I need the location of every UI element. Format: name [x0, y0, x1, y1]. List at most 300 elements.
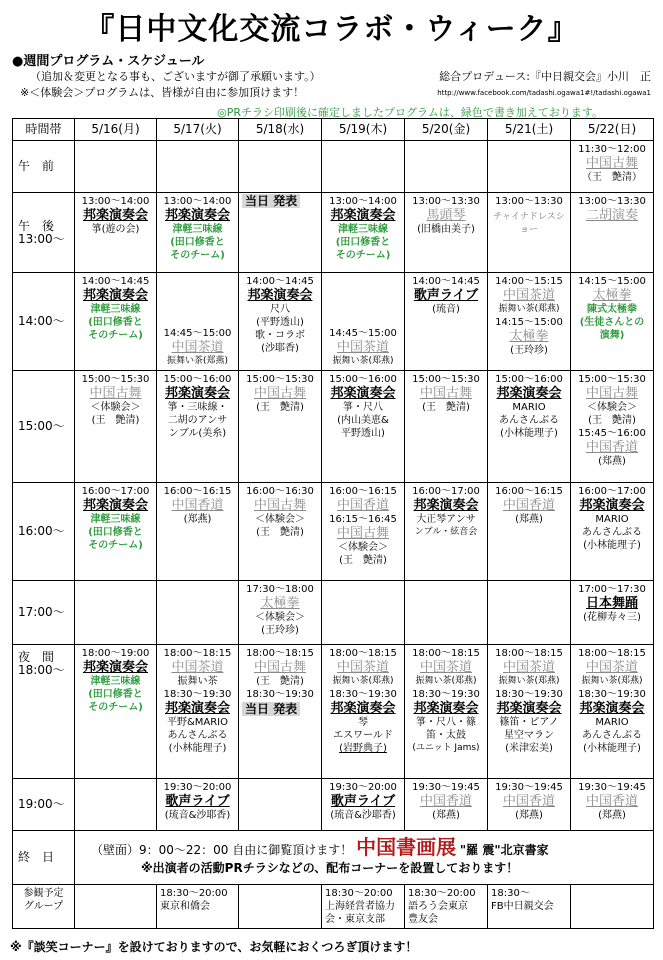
event-name: 太極拳: [592, 288, 632, 303]
time-label: 午 前: [13, 141, 75, 193]
cell: [405, 885, 488, 929]
performer: ＜体験会＞: [338, 542, 388, 553]
row-15: [13, 371, 654, 483]
cell: [322, 645, 405, 779]
allday-text: （壁面）9：00～22：00 自由に御覧頂けます！: [91, 843, 353, 857]
event-time: 14:15～15:00: [495, 317, 563, 328]
cell: [322, 193, 405, 273]
event-time: 16:00～16:15: [495, 486, 563, 497]
event-time: 19:30～19:45: [578, 782, 646, 793]
time-label: 16:00～: [13, 483, 75, 581]
cell: [239, 273, 322, 371]
event-time: 18:00～18:15: [329, 648, 397, 659]
performer: (田口修香と: [88, 317, 143, 328]
performer: (小林能理子): [583, 540, 641, 551]
cell: [157, 885, 239, 929]
cell: [488, 193, 571, 273]
cell: [239, 581, 322, 645]
event-name: 中国古舞: [89, 386, 142, 401]
performer: MARIO: [595, 717, 629, 728]
cell: [488, 483, 571, 581]
header-cell: 5/17(火): [157, 119, 239, 141]
performer: そのチーム): [170, 250, 225, 261]
time-label-sub: 13:00～: [18, 231, 65, 246]
performer: 振舞い茶(郑燕): [581, 676, 643, 686]
performer: 振舞い茶(郑燕): [332, 356, 394, 366]
cell: [571, 779, 654, 831]
cell: [75, 779, 157, 831]
event-name: 中国茶道: [502, 288, 555, 303]
event-name: 中国茶道: [502, 660, 555, 675]
cell: [488, 141, 571, 193]
cell: [239, 193, 322, 273]
performer: (王玲珍): [261, 625, 299, 636]
performer: 津軽三味線: [90, 304, 141, 315]
event-time: 15:00～15:30: [81, 374, 150, 385]
cell: [239, 779, 322, 831]
event-name: 邦楽演奏会: [164, 701, 230, 716]
event-name: 中国茶道: [336, 340, 389, 355]
cell: [571, 645, 654, 779]
time-label-main: 午 後: [18, 218, 55, 233]
performer: (王 艶清): [256, 527, 304, 538]
event-name: 邦楽演奏会: [496, 386, 562, 401]
performer: (王 艶清): [422, 402, 470, 413]
performer: MARIO: [512, 402, 546, 413]
performer: ンブル・絃音会: [414, 527, 478, 537]
cell: [322, 885, 405, 929]
cell: [488, 779, 571, 831]
event-name: 邦楽演奏会: [247, 288, 313, 303]
group-name: 豊友会: [408, 914, 438, 925]
cell: [571, 483, 654, 581]
cell: [405, 645, 488, 779]
performer: (内山美恵&: [337, 415, 389, 426]
header-cell: 5/20(金): [405, 119, 488, 141]
event-time: 14:00～14:45: [412, 276, 480, 287]
performer: あんさんぶる: [499, 415, 559, 426]
cell: [405, 483, 488, 581]
performer: 星空マラン: [504, 730, 554, 741]
performer: 振舞い茶(郑燕): [415, 676, 477, 686]
time-label-main: 参観予定: [23, 888, 64, 899]
event-time: 15:00～15:30: [412, 374, 480, 385]
cell: [157, 371, 239, 483]
performer: (郑燕): [598, 810, 626, 821]
performer: (旧橋由美子): [417, 224, 475, 235]
header-cell: 5/16(月): [75, 119, 157, 141]
event-time: 13:00～13:30: [578, 196, 646, 207]
allday-note: ※出演者の活動PRチラシなどの、配布コーナーを設置しております！: [141, 861, 519, 875]
event-name: 中国茶道: [336, 660, 389, 675]
performer: (郑燕): [598, 456, 626, 467]
performer: 篠笛・ピアノ: [499, 717, 559, 728]
group-name: 東京和僑会: [160, 901, 210, 912]
row-gozen: [13, 141, 654, 193]
note-line-2: ※＜体験会＞プログラムは、皆様が自由に参加頂けます！: [20, 86, 305, 99]
performer: (米津宏美): [505, 743, 553, 754]
performer: 津軽三味線: [338, 224, 388, 235]
event-name: 中国古舞: [253, 386, 306, 401]
allday-cell: [75, 831, 654, 885]
cell: [571, 371, 654, 483]
event-name: 日本舞踊: [585, 596, 638, 611]
event-time: 16:00～16:15: [329, 486, 397, 497]
event-time: 14:15～15:00: [578, 276, 646, 287]
note-line-1: （追加＆変更となる事も、ございますが御了承願います。）: [30, 70, 321, 83]
cell: [157, 193, 239, 273]
event-time: 18:00～18:15: [412, 648, 480, 659]
event-time: 11:30～12:00: [578, 144, 646, 155]
event-time: 16:00～17:00: [578, 486, 646, 497]
performer: あんさんぶる: [582, 730, 642, 741]
cell: [75, 141, 157, 193]
event-name: 中国古舞: [253, 660, 306, 675]
event-time: 15:00～15:30: [578, 374, 646, 385]
performer: 大正琴アンサ: [416, 514, 476, 525]
cell: [157, 141, 239, 193]
event-name: 中国古舞: [419, 386, 472, 401]
producer-note: 総合プロデュース:『中日親交会』小川 正: [439, 70, 651, 83]
cell: [322, 483, 405, 581]
cell: [322, 273, 405, 371]
performer: (王玲珍): [510, 345, 548, 356]
group-name: 会・東京支部: [325, 914, 385, 925]
cell: [322, 141, 405, 193]
performer: そのチーム): [335, 250, 391, 261]
event-name: 中国香道: [419, 794, 472, 809]
event-time: 18:00～18:15: [246, 648, 314, 659]
cell: [157, 483, 239, 581]
cell: [405, 273, 488, 371]
row-17: [13, 581, 654, 645]
event-name: 邦楽演奏会: [164, 386, 230, 401]
cell: [488, 273, 571, 371]
performer: ＜体験会＞: [587, 402, 637, 413]
performer: ＜体験会＞: [255, 514, 305, 525]
time-label: 14:00～: [13, 273, 75, 371]
performer: 箏・尺八: [343, 402, 383, 413]
event-time: 18:00～18:15: [163, 648, 232, 659]
row-yakan: [13, 645, 654, 779]
event-time: 13:00～13:30: [412, 196, 480, 207]
event-time: 16:00～17:00: [81, 486, 150, 497]
exhibit-org: "羅 震"北京書家: [459, 843, 549, 857]
event-name: 邦楽演奏会: [82, 288, 148, 303]
time-label: 19:00～: [13, 779, 75, 831]
event-name: 中国古舞: [585, 156, 638, 171]
performer: (王 艶清): [588, 415, 636, 426]
cell: [405, 193, 488, 273]
performer: そのチーム): [88, 330, 143, 341]
event-name: 馬頭琴: [426, 208, 466, 223]
cell: [571, 885, 654, 929]
event-time: 13:00～14:00: [81, 196, 150, 207]
performer: (郑燕): [432, 810, 460, 821]
performer: ＜体験会＞: [90, 402, 141, 413]
performer: 琴: [358, 717, 368, 728]
performer: (郑燕): [515, 810, 543, 821]
performer: (郑燕): [515, 514, 543, 525]
facebook-url[interactable]: http://www.facebook.com/tadashi.ogawa1#!/tadashi.ogawa1: [437, 89, 651, 97]
cell: [239, 885, 322, 929]
event-time: 18:30～19:30: [329, 689, 397, 700]
performer: 津軽三味線: [172, 224, 223, 235]
cell: [571, 193, 654, 273]
event-time: 18:30～19:30: [495, 689, 563, 700]
header-row: [13, 119, 654, 141]
cell: [322, 779, 405, 831]
event-time: 17:00～17:30: [578, 584, 646, 595]
event-time: 13:00～14:00: [163, 196, 232, 207]
cell: [405, 371, 488, 483]
event-name: 邦楽演奏会: [413, 701, 479, 716]
performer: 箏・三味線・: [167, 402, 228, 413]
cell: [488, 371, 571, 483]
performer: (田口修香と: [88, 527, 143, 538]
green-note: ◎PRチラシ印刷後に確定しましたプログラムは、緑色で書き加えております。: [217, 106, 603, 119]
event-name: 中国古舞: [336, 526, 389, 541]
performer: 二胡のアンサ: [167, 415, 228, 426]
group-time: 18:30～20:00: [160, 888, 228, 899]
performer: 箏・尺八・篠: [416, 717, 476, 728]
cell: [571, 273, 654, 371]
performer: (琉音&沙耶香): [164, 810, 231, 821]
cell: [322, 371, 405, 483]
cell: [405, 581, 488, 645]
time-label-main: 夜 間: [18, 650, 55, 664]
time-label: [13, 885, 75, 929]
cell: [405, 779, 488, 831]
event-name: チャイナドレスショー: [493, 212, 565, 235]
event-name: 二胡演奏: [585, 208, 638, 223]
event-name: 中国香道: [502, 498, 555, 513]
event-name: 中国香道: [171, 498, 224, 513]
event-name: 邦楽演奏会: [579, 498, 645, 513]
performer: (沙耶香): [261, 343, 299, 354]
performer: （王 艶清）: [582, 172, 642, 183]
performer: エスワールド: [333, 730, 393, 741]
performer: 振舞い茶(郑燕): [498, 676, 560, 686]
event-time: 15:00～16:00: [329, 374, 397, 385]
row-19: [13, 779, 654, 831]
performer: MARIO: [595, 514, 629, 525]
event-time: 14:45～15:00: [163, 328, 232, 339]
announce-badge: 当日 発表: [242, 194, 300, 208]
cell: [75, 273, 157, 371]
cell: [239, 483, 322, 581]
row-gogo: [13, 193, 654, 273]
performer: (小林能理子): [500, 428, 558, 439]
row-14: [13, 273, 654, 371]
cell: [322, 581, 405, 645]
performer: ＜体験会＞: [255, 612, 305, 623]
event-name: 中国茶道: [171, 340, 224, 355]
performer: 振舞い茶(郑燕): [166, 356, 229, 366]
event-name: 歌声ライブ: [165, 794, 230, 809]
cell: [239, 645, 322, 779]
event-time: 14:00～14:45: [246, 276, 314, 287]
performer: あんさんぶる: [167, 730, 228, 741]
row-shujitsu: [13, 831, 654, 885]
event-time: 19:30～19:45: [412, 782, 480, 793]
event-time: 15:00～15:30: [246, 374, 314, 385]
event-time: 18:00～18:15: [578, 648, 646, 659]
event-name: 邦楽演奏会: [330, 208, 396, 223]
event-time: 18:30～19:30: [412, 689, 480, 700]
cell: [488, 645, 571, 779]
performer: そのチーム): [88, 540, 143, 551]
cell: [75, 371, 157, 483]
performer: (平野透山): [256, 317, 304, 328]
performer: (ユニット Jams): [412, 743, 480, 753]
group-name: 上海経営者協力: [325, 901, 395, 912]
cell: [75, 885, 157, 929]
performer: 箏(遊の会): [91, 224, 140, 235]
performer: (花柳寿々三): [583, 612, 641, 623]
event-name: 歌声ライブ: [330, 794, 396, 809]
event-time: 19:30～19:45: [495, 782, 563, 793]
page-title: 『日中文化交流コラボ・ウィーク』: [84, 12, 579, 47]
event-name: 邦楽演奏会: [82, 660, 148, 675]
header-cell: 時間帯: [13, 119, 75, 141]
announce-badge: 当日 発表: [242, 702, 300, 716]
header-cell: 5/19(木): [322, 119, 405, 141]
event-name: 中国茶道: [585, 660, 638, 675]
row-16: [13, 483, 654, 581]
time-label-sub: グループ: [23, 901, 64, 912]
cell: [488, 885, 571, 929]
cell: [75, 581, 157, 645]
performer: (郑燕): [183, 514, 212, 525]
header-cell: 5/21(土): [488, 119, 571, 141]
event-time: 14:00～15:15: [495, 276, 563, 287]
performer: (王 艶清): [256, 402, 304, 413]
cell: [571, 581, 654, 645]
event-time: 17:30～18:00: [246, 584, 314, 595]
event-name: 中国香道: [502, 794, 555, 809]
event-time: 13:00～13:30: [495, 196, 563, 207]
performer: そのチーム): [88, 702, 143, 713]
time-label: 17:00～: [13, 581, 75, 645]
performer: (王 艶清): [256, 676, 304, 687]
group-name: 語ろう会東京: [408, 901, 468, 912]
time-label: [13, 193, 75, 273]
event-time: 19:30～20:00: [329, 782, 397, 793]
event-time: 15:00～16:00: [163, 374, 232, 385]
event-time: 15:45～16:00: [578, 428, 646, 439]
event-name: 太極拳: [260, 596, 300, 611]
event-time: 18:30～19:30: [163, 689, 232, 700]
performer: あんさんぶる: [582, 527, 642, 538]
event-name: 邦楽演奏会: [82, 208, 148, 223]
event-name: 歌声ライブ: [413, 288, 479, 303]
row-group: [13, 885, 654, 929]
performer: (小林能理子): [583, 743, 641, 754]
cell: [571, 141, 654, 193]
cell: [75, 483, 157, 581]
event-name: 中国香道: [336, 498, 389, 513]
performer: ンブル(美糸): [168, 428, 227, 439]
event-time: 16:00～17:00: [412, 486, 480, 497]
event-time: 18:00～18:15: [495, 648, 563, 659]
cell: [405, 141, 488, 193]
cell: [75, 645, 157, 779]
performer: (王 艶清): [91, 415, 140, 426]
cell: [157, 645, 239, 779]
performer: (琉音): [432, 304, 460, 315]
exhibit-title: 中国書画展: [356, 835, 457, 859]
cell: [75, 193, 157, 273]
event-name: 中国古舞: [253, 498, 306, 513]
cell: [239, 371, 322, 483]
event-time: 15:00～16:00: [495, 374, 563, 385]
event-time: 16:15～16:45: [329, 514, 397, 525]
event-name: 邦楽演奏会: [164, 208, 230, 223]
performer: 尺八: [270, 304, 290, 315]
performer: 陳式太極拳: [587, 304, 637, 315]
event-name: 邦楽演奏会: [413, 498, 479, 513]
event-name: 太極拳: [509, 329, 549, 344]
event-name: 邦楽演奏会: [496, 701, 562, 716]
performer: (生徒さんとの: [579, 317, 645, 328]
group-time: 18:30～: [491, 888, 530, 899]
performer: (小林能理子): [168, 743, 227, 754]
performer: 笛・太鼓: [426, 730, 466, 741]
time-label: [13, 645, 75, 779]
performer: (田口修香と: [335, 237, 391, 248]
performer: 歌・コラボ: [255, 330, 305, 341]
cell: [157, 273, 239, 371]
event-name: 中国茶道: [419, 660, 472, 675]
performer: 振舞い茶: [177, 676, 218, 687]
group-time: 18:30～20:00: [408, 888, 476, 899]
footer-note: ※『談笑コーナー』を設けておりますので、お気軽におくつろぎ頂けます！: [10, 940, 418, 954]
event-time: 18:00～19:00: [81, 648, 150, 659]
event-time: 13:00～14:00: [329, 196, 397, 207]
time-label-sub: 18:00～: [18, 663, 65, 677]
performer: 振舞い茶(郑燕): [498, 304, 560, 314]
event-name: 中国香道: [585, 440, 638, 455]
event-name: 邦楽演奏会: [579, 701, 645, 716]
performer: 振舞い茶(郑燕): [332, 676, 394, 686]
event-time: 16:00～16:15: [163, 486, 232, 497]
schedule-table: [12, 118, 654, 929]
section-heading: ●週間プログラム・スケジュール: [12, 54, 205, 69]
event-name: 中国香道: [585, 794, 638, 809]
performer: (岩野典子): [339, 743, 387, 754]
event-name: 邦楽演奏会: [330, 386, 396, 401]
event-name: 邦楽演奏会: [82, 498, 148, 513]
event-name: 中国茶道: [171, 660, 224, 675]
performer: 平野&MARIO: [166, 717, 229, 728]
header-cell: 5/18(水): [239, 119, 322, 141]
time-label: 終 日: [13, 831, 75, 885]
group-name: FB中日親交会: [491, 901, 554, 912]
cell: [157, 779, 239, 831]
event-time: 18:30～19:30: [578, 689, 646, 700]
group-time: 18:30～20:00: [325, 888, 393, 899]
time-label: 15:00～: [13, 371, 75, 483]
cell: [239, 141, 322, 193]
performer: (田口修香と: [170, 237, 225, 248]
performer: (田口修香と: [88, 689, 143, 700]
performer: 演舞): [599, 330, 625, 341]
header-cell: 5/22(日): [571, 119, 654, 141]
performer: 平野透山): [341, 428, 385, 439]
event-time: 18:30～19:30: [246, 689, 314, 700]
event-time: 14:45～15:00: [329, 328, 397, 339]
